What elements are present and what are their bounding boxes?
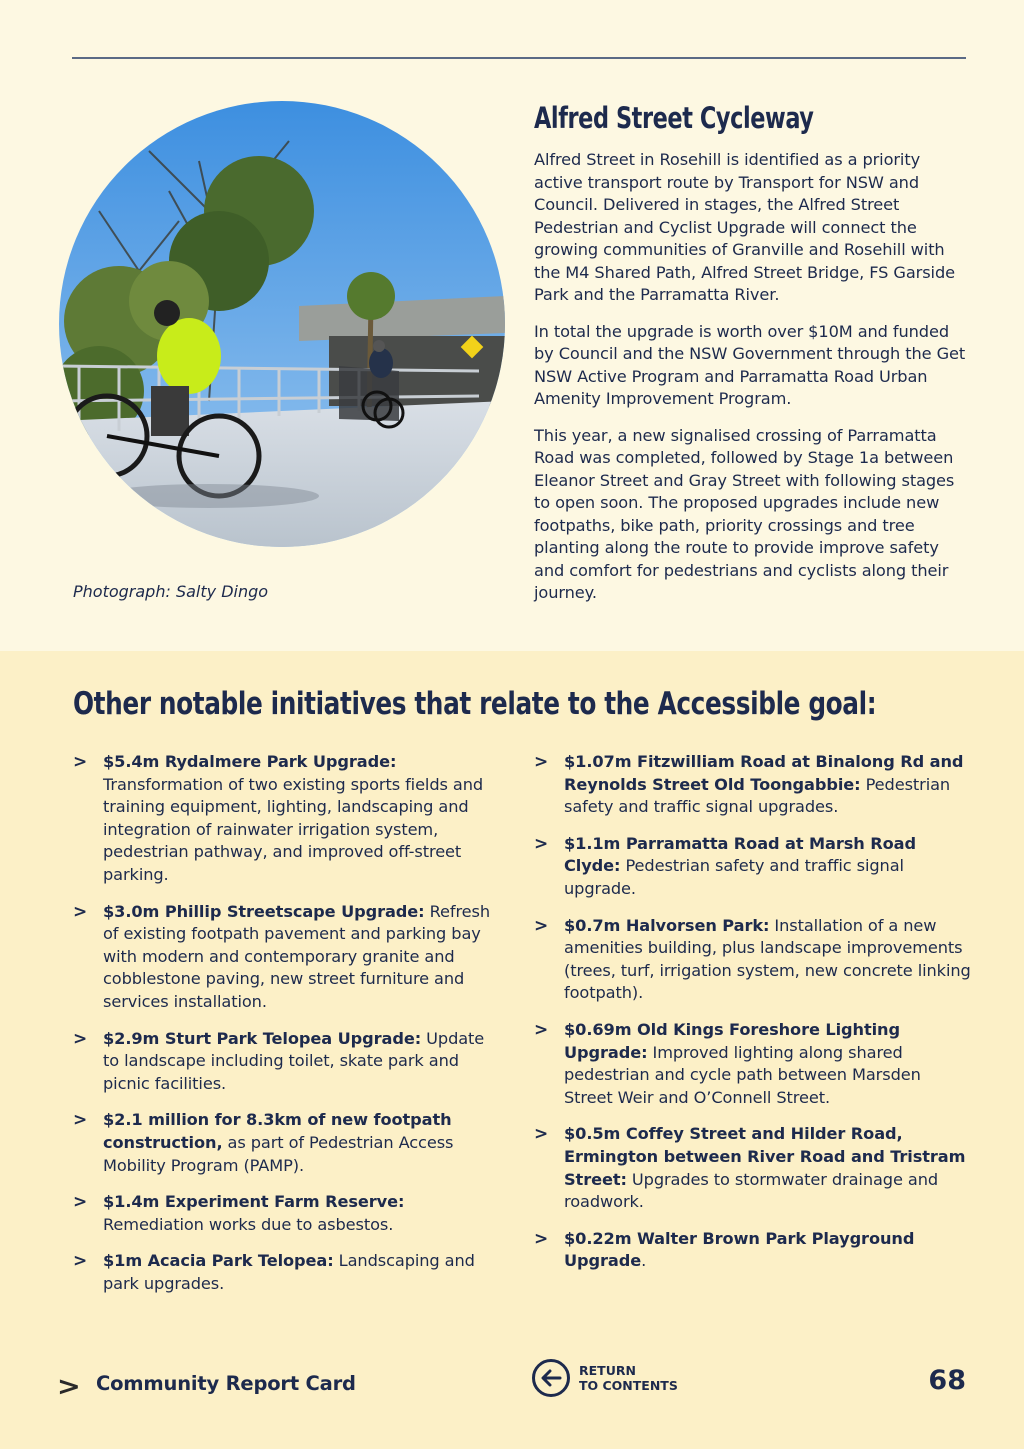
list-item bbox=[73, 1250, 505, 1295]
bullet-arrow-icon: > bbox=[534, 1124, 549, 1145]
item-text: Update to landscape including toilet, skate park and picnic facilities. bbox=[103, 1028, 485, 1093]
list-item bbox=[534, 833, 974, 901]
item-text: Improved lighting along shared pedestrian and cycle path between Marsden Street Weir and O’Connell Street. bbox=[564, 1042, 921, 1107]
list-item bbox=[534, 751, 974, 819]
item-text: Pedestrian safety and traffic signal upgrades. bbox=[564, 774, 951, 817]
list-item bbox=[73, 1191, 505, 1236]
return-to-contents-link[interactable] bbox=[532, 1359, 678, 1397]
bullet-arrow-icon: > bbox=[534, 833, 549, 854]
list-item bbox=[73, 1028, 505, 1096]
item-text: Pedestrian safety and traffic signal upgrade. bbox=[564, 856, 904, 898]
bullet-arrow-icon: > bbox=[73, 901, 88, 922]
bullet-arrow-icon: > bbox=[534, 915, 549, 936]
bullet-arrow-icon: > bbox=[534, 1019, 549, 1040]
bullet-arrow-icon: > bbox=[534, 1228, 549, 1249]
feature-paragraph: In total the upgrade is worth over $10M and funded by Council and the NSW Government through the Get NSW Active Program and Parramatta Road Urban Amenity Improvement Program. bbox=[534, 321, 966, 408]
item-title: $1.07m Fitzwilliam Road at Binalong Rd and Reynolds Street Old Toongabbie: bbox=[564, 752, 964, 794]
item-title: $1.4m Experiment Farm Reserve: bbox=[103, 1192, 405, 1212]
item-title: $0.69m Old Kings Foreshore Lighting Upgrade: bbox=[564, 1019, 900, 1062]
item-text: Refresh of existing footpath pavement and parking bay with modern and contemporary granite and cobblestone paving, new street furniture and services installation. bbox=[103, 901, 491, 1011]
bullet-arrow-icon: > bbox=[73, 1192, 88, 1213]
return-label[interactable] bbox=[579, 1363, 678, 1393]
bullet-arrow-icon: > bbox=[73, 752, 88, 772]
list-item bbox=[534, 1228, 974, 1273]
item-text: Installation of a new amenities building, plus landscape improvements (trees, turf, irrigation system, new concrete linking footpath). bbox=[564, 915, 971, 1003]
list-item bbox=[73, 901, 505, 1014]
cyclists-photo-image bbox=[59, 101, 505, 547]
item-title: $1.1m Parramatta Road at Marsh Road Clyde: bbox=[564, 833, 916, 876]
initiatives-heading: Other notable initiatives that relate to the Accessible goal: bbox=[73, 686, 877, 722]
photo-caption: Photograph: Salty Dingo bbox=[73, 582, 269, 601]
feature-title: Alfred Street Cycleway bbox=[534, 101, 814, 135]
item-text: as part of Pedestrian Access Mobility Program (PAMP). bbox=[103, 1132, 454, 1175]
item-title: $5.4m Rydalmere Park Upgrade: bbox=[103, 752, 397, 771]
item-title: $1m Acacia Park Telopea: bbox=[103, 1251, 334, 1271]
top-divider bbox=[72, 57, 966, 59]
initiatives-list-left bbox=[73, 751, 505, 1309]
initiatives-section bbox=[0, 651, 1024, 1449]
footer-arrow-icon: > bbox=[56, 1372, 81, 1402]
page-number: 68 bbox=[928, 1365, 966, 1396]
return-label-line1: RETURN bbox=[579, 1363, 636, 1378]
item-text: . bbox=[641, 1251, 647, 1271]
item-title: $0.7m Halvorsen Park: bbox=[564, 915, 770, 935]
item-title: $2.9m Sturt Park Telopea Upgrade: bbox=[103, 1028, 422, 1048]
item-title: $3.0m Phillip Streetscape Upgrade: bbox=[103, 901, 425, 921]
item-text: Landscaping and park upgrades. bbox=[103, 1251, 475, 1293]
cyclists-photo bbox=[59, 101, 505, 547]
bullet-arrow-icon: > bbox=[73, 1251, 88, 1272]
bullet-arrow-icon: > bbox=[534, 752, 549, 772]
item-text: Remediation works due to asbestos. bbox=[103, 1214, 394, 1234]
back-arrow-glyph bbox=[540, 1369, 562, 1387]
list-item bbox=[73, 1109, 505, 1177]
initiatives-list-right bbox=[534, 751, 974, 1287]
bullet-arrow-icon: > bbox=[73, 1028, 88, 1049]
feature-article bbox=[534, 100, 970, 619]
item-title: $2.1 million for 8.3km of new footpath construction, bbox=[103, 1110, 452, 1152]
feature-paragraph: This year, a new signalised crossing of Parramatta Road was completed, followed by Stage 1a between Eleanor Street and Gray Street with following stages to open soon. The proposed upgrades include new footpaths, bike path, priority crossings and tree planting along the route to provide improve safety and comfort for pedestrians and cyclists along their journey. bbox=[534, 425, 955, 602]
list-item bbox=[534, 1019, 974, 1109]
list-item bbox=[534, 1123, 974, 1213]
footer-report-title: Community Report Card bbox=[96, 1372, 356, 1395]
item-title: $0.5m Coffey Street and Hilder Road, Ermington between River Road and Tristram Street: bbox=[564, 1124, 966, 1189]
item-text: Transformation of two existing sports fields and training equipment, lighting, landscaping and integration of rainwater irrigation system, pedestrian pathway, and improved off-street parking. bbox=[103, 774, 484, 884]
item-text: Upgrades to stormwater drainage and roadwork. bbox=[564, 1169, 939, 1212]
item-title: $0.22m Walter Brown Park Playground Upgrade bbox=[564, 1228, 915, 1271]
bullet-arrow-icon: > bbox=[73, 1110, 88, 1131]
list-item bbox=[534, 915, 974, 1005]
list-item bbox=[73, 751, 505, 887]
back-arrow-icon[interactable] bbox=[532, 1359, 570, 1397]
feature-paragraph: Alfred Street in Rosehill is identified as a priority active transport route by Transport for NSW and Council. Delivered in stages, the Alfred Street Pedestrian and Cyclist Upgrade will connect the growing communities of Granville and Rosehill with the M4 Shared Path, Alfred Street Bridge, FS Garside Park and the Parramatta River. bbox=[534, 150, 955, 304]
return-label-line2: TO CONTENTS bbox=[579, 1378, 678, 1393]
